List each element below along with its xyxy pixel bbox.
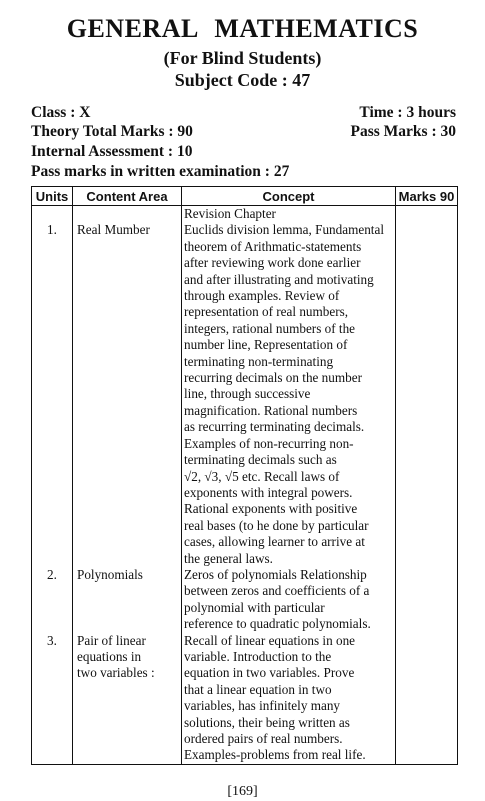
- concept-cell: [182, 206, 396, 223]
- concept-line: Recall of linear equations in one: [184, 632, 356, 648]
- unit-cell: [32, 206, 73, 223]
- content-area-line: equations in: [77, 648, 142, 664]
- concept-line: variable. Introduction to the: [184, 648, 332, 664]
- table-body: [32, 206, 458, 765]
- concept-line: Rational exponents with positive: [184, 501, 358, 517]
- time-label: Time : 3 hours: [359, 104, 456, 121]
- concept-cell: [182, 222, 396, 567]
- concept-line: exponents with integral powers.: [184, 484, 353, 500]
- content-area-cell: [73, 222, 182, 567]
- unit-cell: 1.: [32, 222, 73, 567]
- theory-marks-label: Theory Total Marks : 90: [31, 123, 193, 140]
- pass-written-label: Pass marks in written examination : 27: [31, 163, 290, 180]
- concept-line: number line, Representation of: [184, 337, 348, 353]
- concept-line: after reviewing work done earlier: [184, 255, 361, 271]
- content-area-line: Real Mumber: [77, 222, 150, 238]
- concept-line: cases, allowing learner to arrive at: [184, 534, 365, 550]
- concept-line: through examples. Review of: [184, 288, 340, 304]
- concept-line: Euclids division lemma, Fundamental: [184, 222, 384, 238]
- concept-line: line, through successive: [184, 386, 311, 402]
- concept-line: and after illustrating and motivating: [184, 271, 374, 287]
- subject-code: Subject Code : 47: [174, 70, 311, 90]
- concept-line: that a linear equation in two: [184, 681, 332, 697]
- content-area-line: Pair of linear: [77, 632, 146, 648]
- concept-line: Revision Chapter: [184, 206, 276, 221]
- content-area-cell: [73, 633, 182, 765]
- concept-line: representation of real numbers,: [184, 304, 349, 320]
- concept-line: Zeros of polynomials Relationship: [184, 566, 367, 582]
- header-marks: Marks 90: [396, 187, 458, 206]
- marks-cell: [396, 633, 458, 765]
- table-row: [32, 567, 458, 633]
- content-area-line: Polynomials: [77, 566, 143, 582]
- syllabus-table: [31, 186, 458, 765]
- concept-line: Examples-problems from real life.: [184, 747, 366, 763]
- concept-cell: [182, 567, 396, 633]
- concept-line: polynomial with particular: [184, 599, 325, 615]
- concept-line: the general laws.: [184, 550, 273, 566]
- marks-cell: [396, 222, 458, 567]
- content-area-cell: [73, 206, 182, 223]
- page-number: [169]: [227, 784, 258, 799]
- unit-cell: 2.: [32, 567, 73, 633]
- concept-line: Examples of non-recurring non-: [184, 435, 354, 451]
- concept-line: theorem of Arithmatic-statements: [184, 238, 362, 254]
- content-area-line: two variables :: [77, 665, 155, 681]
- class-label: Class : X: [31, 104, 91, 121]
- concept-line: terminating decimals such as: [184, 452, 337, 468]
- table-row: [32, 633, 458, 765]
- internal-assessment-label: Internal Assessment : 10: [31, 143, 193, 160]
- pass-marks-label: Pass Marks : 30: [350, 123, 456, 140]
- document-title: GENERAL MATHEMATICS: [66, 14, 419, 43]
- concept-cell: [182, 633, 396, 765]
- header-concept: Concept: [182, 187, 396, 206]
- concept-line: terminating non-terminating: [184, 353, 334, 369]
- concept-line: integers, rational numbers of the: [184, 320, 356, 336]
- concept-line: √2, √3, √5 etc. Recall laws of: [184, 468, 340, 484]
- document-subtitle: (For Blind Students): [163, 48, 322, 68]
- concept-line: ordered pairs of real numbers.: [184, 731, 343, 746]
- table-row: [32, 206, 458, 223]
- concept-line: reference to quadratic polynomials.: [184, 616, 371, 632]
- concept-line: magnification. Rational numbers: [184, 402, 358, 418]
- concept-line: recurring decimals on the number: [184, 370, 362, 386]
- unit-cell: 3.: [32, 633, 73, 765]
- concept-line: variables, has infinitely many: [184, 698, 341, 714]
- concept-line: real bases (to he done by particular: [184, 517, 369, 533]
- concept-line: between zeros and coefficients of a: [184, 583, 370, 599]
- marks-cell: [396, 567, 458, 633]
- header-units: Units: [32, 187, 73, 206]
- table-header-row: [32, 187, 458, 206]
- header-content-area: Content Area: [73, 187, 182, 206]
- table-row: [32, 222, 458, 567]
- concept-line: equation in two variables. Prove: [184, 665, 355, 681]
- concept-line: as recurring terminating decimals.: [184, 419, 365, 435]
- content-area-cell: [73, 567, 182, 633]
- concept-line: solutions, their being written as: [184, 714, 350, 730]
- marks-cell: [396, 206, 458, 223]
